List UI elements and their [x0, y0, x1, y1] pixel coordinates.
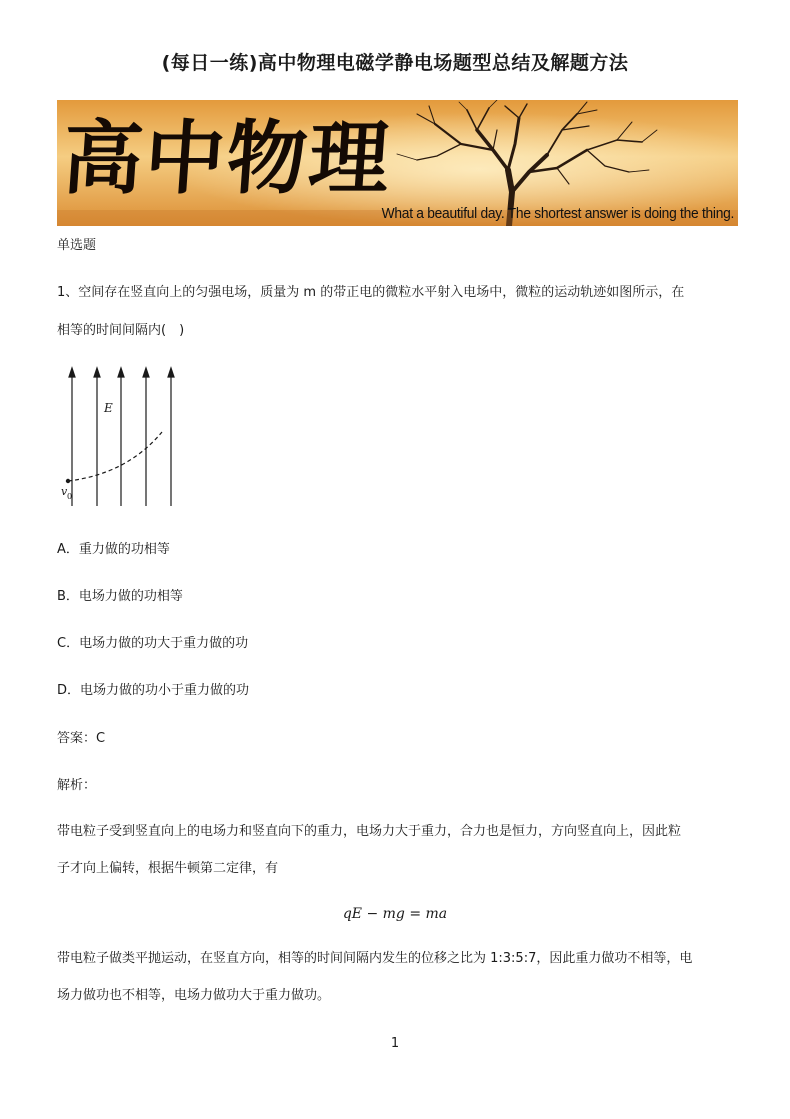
analysis-para-1-line-1: 带电粒子受到竖直向上的电场力和竖直向下的重力，电场力大于重力，合力也是恒力，方向竖直向上，因此粒 — [57, 824, 682, 839]
newton-formula: qE − mg = ma — [342, 906, 448, 922]
question-text-line-2: 相等的时间间隔内( ) — [57, 323, 185, 338]
particle-trajectory — [68, 432, 162, 481]
option-a: A．重力做的功相等 — [57, 542, 170, 557]
banner-slogan: What a beautiful day. The shortest answer is doing the thing. — [381, 205, 734, 222]
velocity-label: v — [61, 485, 68, 498]
option-b: B．电场力做的功相等 — [57, 589, 183, 604]
banner-heading: 高中物理 — [59, 111, 395, 205]
analysis-label: 解析： — [57, 778, 97, 793]
question-text-line-1: 1、空间存在竖直向上的匀强电场，质量为 m 的带正电的微粒水平射入电场中，微粒的运动轨迹如图所示，在 — [57, 285, 685, 300]
document-title: (每日一练)高中物理电磁学静电场题型总结及解题方法 — [161, 52, 629, 74]
analysis-para-1-line-2: 子才向上偏转，根据牛顿第二定律，有 — [57, 861, 279, 876]
page-number: 1 — [390, 1036, 400, 1051]
analysis-para-2-line-2: 场力做功也不相等，电场力做功大于重力做功。 — [57, 988, 331, 1003]
arrow-head-icon — [94, 368, 100, 377]
analysis-para-2-line-1: 带电粒子做类平抛运动，在竖直方向，相等的时间间隔内发生的位移之比为 1:3:5:7，因此重力做功不相等，电 — [57, 951, 693, 966]
option-c: C．电场力做的功大于重力做的功 — [57, 636, 249, 651]
section-label: 单选题 — [57, 238, 97, 253]
arrow-head-icon — [143, 368, 149, 377]
velocity-subscript: 0 — [67, 492, 73, 501]
arrow-head-icon — [69, 368, 75, 377]
arrow-head-icon — [168, 368, 174, 377]
particle-dot — [66, 479, 70, 483]
answer-text: 答案：C — [57, 731, 106, 746]
arrow-head-icon — [118, 368, 124, 377]
option-d: D．电场力做的功小于重力做的功 — [57, 683, 250, 698]
field-lines-diagram — [57, 364, 187, 510]
banner-image — [57, 100, 738, 226]
electric-field-figure — [57, 364, 187, 510]
field-label-e: E — [104, 401, 113, 415]
